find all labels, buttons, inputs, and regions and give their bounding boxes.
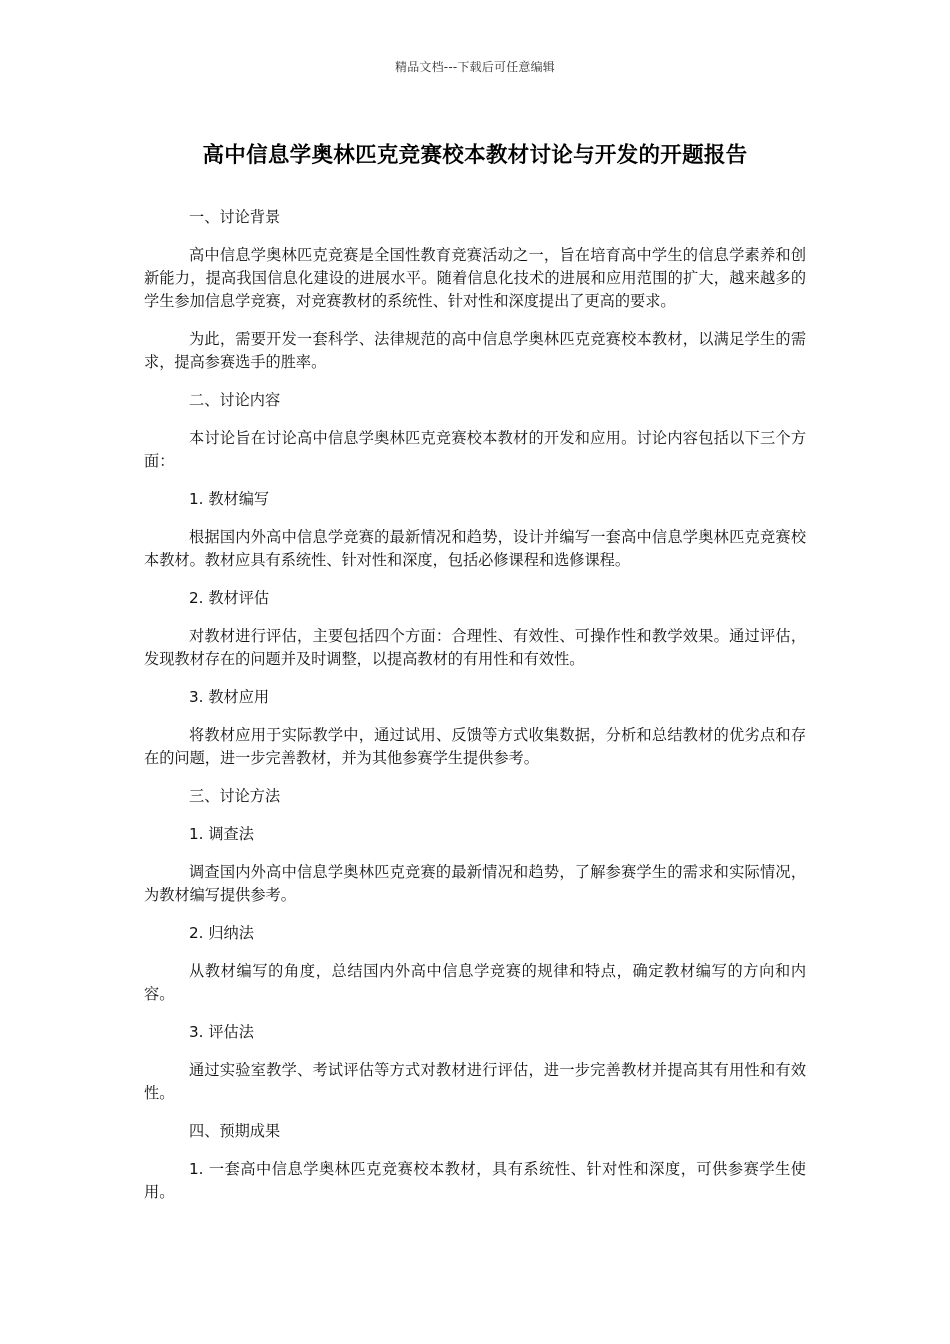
- paragraph: 高中信息学奥林匹克竞赛是全国性教育竞赛活动之一，旨在培育高中学生的信息学素养和创新能力，提高我国信息化建设的进展水平。随着信息化技术的进展和应用范围的扩大，越来越多的学生参加信息学竞赛，对竞赛教材的系统性、针对性和深度提出了更高的要求。: [144, 246, 806, 310]
- header-note: 精品文档---下载后可任意编辑: [395, 60, 555, 74]
- subheading: 1. 调查法: [189, 825, 254, 843]
- subheading: 3. 评估法: [189, 1023, 254, 1041]
- subheading: 2. 归纳法: [189, 924, 254, 942]
- paragraph: 调查国内外高中信息学奥林匹克竞赛的最新情况和趋势，了解参赛学生的需求和实际情况，为教材编写提供参考。: [144, 863, 806, 904]
- paragraph: 从教材编写的角度，总结国内外高中信息学竞赛的规律和特点，确定教材编写的方向和内容。: [144, 962, 806, 1003]
- paragraph: 为此，需要开发一套科学、法律规范的高中信息学奥林匹克竞赛校本教材，以满足学生的需求，提高参赛选手的胜率。: [144, 330, 806, 371]
- paragraph: 本讨论旨在讨论高中信息学奥林匹克竞赛校本教材的开发和应用。讨论内容包括以下三个方面：: [144, 429, 806, 470]
- section-heading-background: 一、讨论背景: [189, 208, 281, 226]
- paragraph: 1. 一套高中信息学奥林匹克竞赛校本教材，具有系统性、针对性和深度，可供参赛学生使用。: [144, 1160, 806, 1201]
- section-heading-method: 三、讨论方法: [189, 787, 281, 805]
- section-heading-content: 二、讨论内容: [189, 391, 281, 409]
- document-body: [144, 206, 806, 1204]
- paragraph: 对教材进行评估，主要包括四个方面：合理性、有效性、可操作性和教学效果。通过评估，发现教材存在的问题并及时调整，以提高教材的有用性和有效性。: [144, 627, 806, 668]
- section-heading-results: 四、预期成果: [189, 1122, 281, 1140]
- subheading: 1. 教材编写: [189, 490, 270, 508]
- document-title: 高中信息学奥林匹克竞赛校本教材讨论与开发的开题报告: [202, 143, 748, 168]
- subheading: 3. 教材应用: [189, 688, 270, 706]
- paragraph: 通过实验室教学、考试评估等方式对教材进行评估，进一步完善教材并提高其有用性和有效性。: [144, 1061, 806, 1102]
- paragraph: 将教材应用于实际教学中，通过试用、反馈等方式收集数据，分析和总结教材的优劣点和存在的问题，进一步完善教材，并为其他参赛学生提供参考。: [144, 726, 806, 767]
- subheading: 2. 教材评估: [189, 589, 270, 607]
- paragraph: 根据国内外高中信息学竞赛的最新情况和趋势，设计并编写一套高中信息学奥林匹克竞赛校本教材。教材应具有系统性、针对性和深度，包括必修课程和选修课程。: [144, 528, 806, 569]
